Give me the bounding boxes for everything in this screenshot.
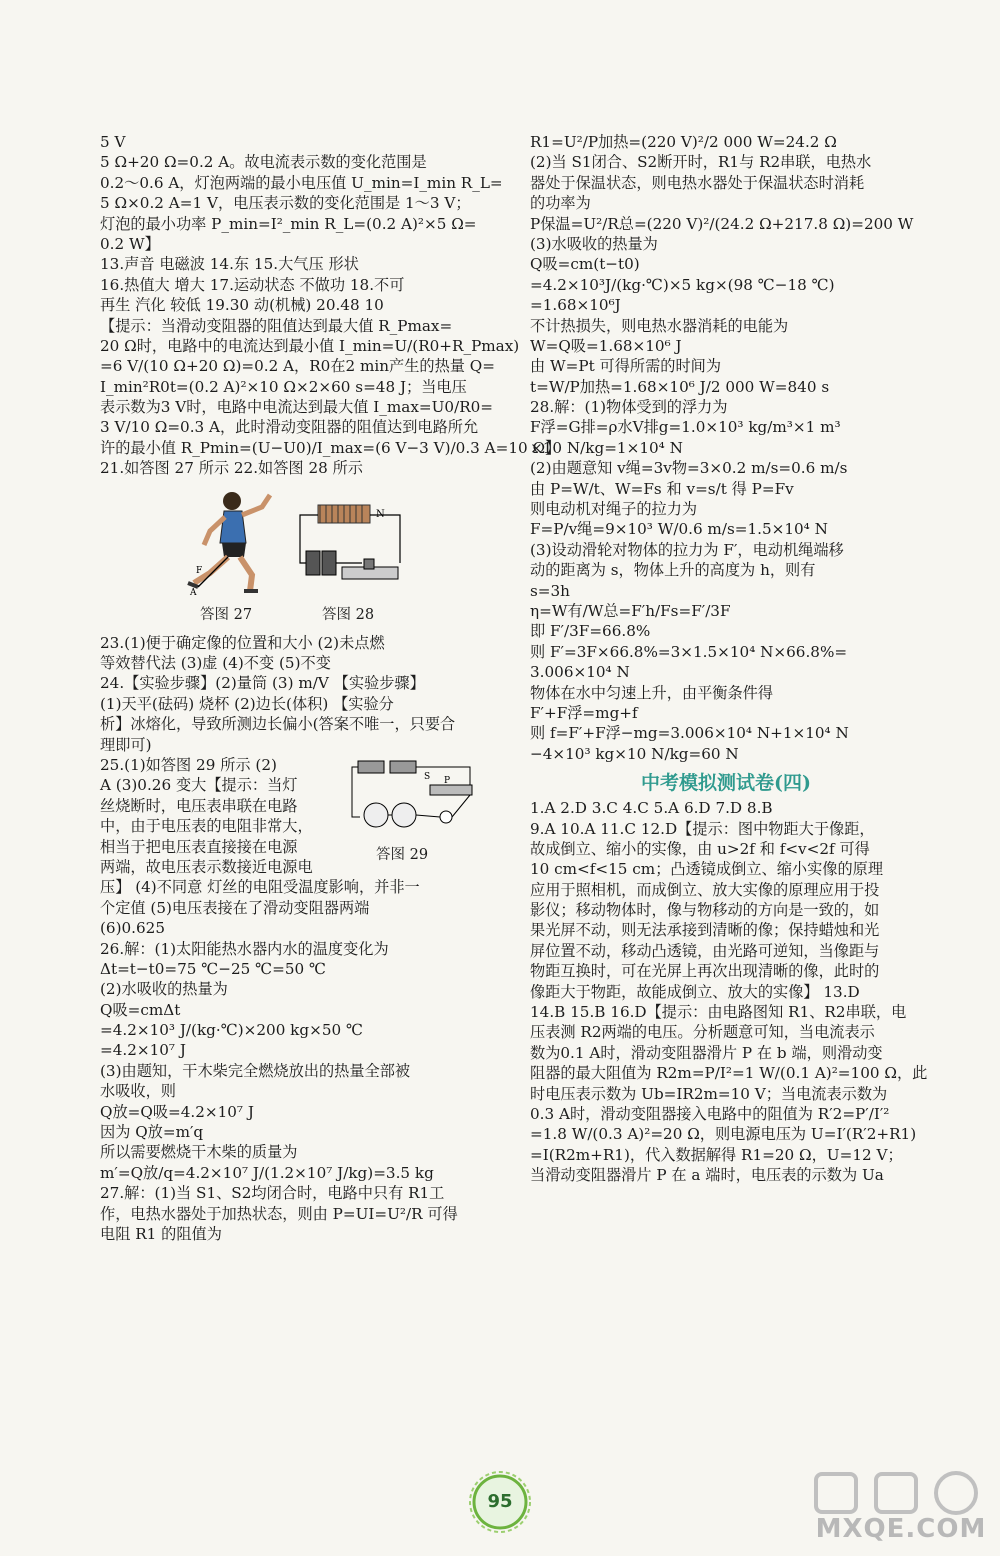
text-line: 数为0.1 A时，滑动变阻器滑片 P 在 b 端，则滑动变 bbox=[530, 1043, 883, 1062]
text-line: 5 Ω×0.2 A=1 V，电压表示数的变化范围是 1～3 V； bbox=[100, 194, 471, 213]
text-line: F′+F浮=mg+f bbox=[530, 703, 638, 722]
text-line: =1.68×10⁶J bbox=[530, 296, 621, 315]
text-line: 果光屏不动，则无法承接到清晰的像；保持蜡烛和光 bbox=[530, 921, 880, 940]
text-line: 再生 汽化 较低 19.30 动(机械) 20.48 10 bbox=[100, 296, 384, 315]
text-line: 【提示：当滑动变阻器的阻值达到最大值 R_Pmax= bbox=[100, 316, 453, 335]
text-line: I_min²R0t=(0.2 A)²×10 Ω×2×60 s=48 J；当电压 bbox=[100, 377, 467, 396]
text-line: t=W/P加热=1.68×10⁶ J/2 000 W=840 s bbox=[530, 377, 830, 396]
section-title: 中考模拟测试卷(四) bbox=[641, 772, 811, 795]
text-line: 物距互换时，可在光屏上再次出现清晰的像，此时的 bbox=[530, 962, 880, 981]
text-line: 20 Ω时，电路中的电流达到最小值 I_min=U/(R0+R_Pmax) bbox=[100, 336, 520, 355]
text-line: 当滑动变阻器滑片 P 在 a 端时，电压表的示数为 Ua bbox=[530, 1166, 884, 1185]
text-line: F=P/v绳=9×10³ W/0.6 m/s=1.5×10⁴ N bbox=[530, 520, 828, 539]
text-line: 物体在水中匀速上升，由平衡条件得 bbox=[530, 683, 773, 702]
q25-lines bbox=[100, 755, 346, 877]
text-line: R1=U²/P加热=(220 V)²/2 000 W=24.2 Ω bbox=[530, 133, 837, 151]
watermark-logo-icon bbox=[806, 1468, 996, 1518]
text-line: 由 P=W/t、W=Fs 和 v=s/t 得 P=Fv bbox=[530, 479, 794, 498]
text-line: =4.2×10³J/(kg·℃)×5 kg×(98 ℃−18 ℃) bbox=[530, 275, 835, 294]
left-lines-c bbox=[100, 877, 482, 1244]
watermark bbox=[806, 1468, 996, 1552]
text-line: Δt=t−t0=75 ℃−25 ℃=50 ℃ bbox=[100, 959, 326, 978]
text-line: 16.热值大 增大 17.运动状态 不做功 18.不可 bbox=[100, 275, 405, 294]
text-line: 两端，故电压表示数接近电源电 bbox=[100, 857, 313, 876]
text-line: 相当于把电压表直接接在电源 bbox=[100, 837, 298, 856]
text-line: 21.如答图 27 所示 22.如答图 28 所示 bbox=[100, 459, 363, 478]
text-line: =4.2×10⁷ J bbox=[100, 1041, 186, 1060]
text-line: =I(R2m+R1)，代入数据解得 R1=20 Ω，U=12 V； bbox=[530, 1145, 903, 1164]
figure-row-27-28 bbox=[100, 483, 482, 627]
text-line: 水吸收，则 bbox=[100, 1082, 176, 1101]
watermark-text: MXQE.COM bbox=[815, 1514, 987, 1544]
figure-29-circuit bbox=[350, 757, 480, 837]
text-line: P保温=U²/R总=(220 V)²/(24.2 Ω+217.8 Ω)=200 W bbox=[530, 214, 914, 233]
text-line: 0.3 A时，滑动变阻器接入电路中的阻值为 R′2=P′/I′² bbox=[530, 1104, 890, 1123]
text-line: 28.解：(1)物体受到的浮力为 bbox=[530, 398, 728, 417]
text-line: 不计热损失，则电热水器消耗的电能为 bbox=[530, 316, 789, 335]
question-25-block bbox=[100, 755, 482, 877]
text-line: 23.(1)便于确定像的位置和大小 (2)未点燃 bbox=[100, 633, 385, 652]
text-line: 等效替代法 (3)虚 (4)不变 (5)不变 bbox=[100, 654, 331, 673]
right-lines-b bbox=[530, 798, 928, 1185]
text-line: 9.A 10.A 11.C 12.D【提示：图中物距大于像距， bbox=[530, 819, 875, 838]
figure-27-runner bbox=[180, 487, 290, 597]
right-lines-a bbox=[530, 132, 922, 764]
text-line: Q放=Q吸=4.2×10⁷ J bbox=[100, 1102, 254, 1121]
text-line: 10 cm<f<15 cm；凸透镜成倒立、缩小实像的原理 bbox=[530, 860, 884, 879]
text-line: 电阻 R1 的阻值为 bbox=[100, 1224, 222, 1243]
text-line: 25.(1)如答图 29 所示 (2) bbox=[100, 755, 277, 774]
text-line: 动的距离为 s，物体上升的高度为 h，则有 bbox=[530, 561, 816, 580]
text-line: (6)0.625 bbox=[100, 919, 165, 938]
text-line: 即 F′/3F=66.8% bbox=[530, 622, 651, 641]
text-line: 作，电热水器处于加热状态，则由 P=UI=U²/R 可得 bbox=[100, 1204, 458, 1223]
text-line: 5 V bbox=[100, 133, 126, 151]
text-line: 阻器的最大阻值为 R2m=P/I²=1 W/(0.1 A)²=100 Ω，此 bbox=[530, 1064, 928, 1083]
left-lines-b bbox=[100, 633, 482, 755]
text-line: −4×10³ kg×10 N/kg=60 N bbox=[530, 744, 739, 763]
text-line: 时电压表示数为 Ub=IR2m=10 V；当电流表示数为 bbox=[530, 1084, 888, 1103]
text-line: 器处于保温状态，则电热水器处于保温状态时消耗 bbox=[530, 173, 865, 192]
text-line: 13.声音 电磁波 14.东 15.大气压 形状 bbox=[100, 255, 359, 274]
text-line: 压表测 R2两端的电压。分析题意可知，当电流表示 bbox=[530, 1023, 875, 1042]
text-line: 的功率为 bbox=[530, 194, 591, 213]
text-line: 析】冰熔化，导致所测边长偏小(答案不唯一，只要合 bbox=[100, 715, 456, 734]
text-line: 24.【实验步骤】(2)量筒 (3) m/V 【实验步骤】 bbox=[100, 674, 425, 693]
text-line: Q吸=cm(t−t0) bbox=[530, 255, 640, 274]
text-line: 灯泡的最小功率 P_min=I²_min R_L=(0.2 A)²×5 Ω= bbox=[100, 214, 477, 233]
text-line: 14.B 15.B 16.D【提示：由电路图知 R1、R2串联，电 bbox=[530, 1003, 907, 1022]
text-line: 应用于照相机，而成倒立、放大实像的原理应用于投 bbox=[530, 880, 880, 899]
text-line: 26.解：(1)太阳能热水器内水的温度变化为 bbox=[100, 939, 389, 958]
text-line: 屏位置不动，移动凸透镜，由光路可逆知，当像距与 bbox=[530, 941, 880, 960]
text-line: 理即可) bbox=[100, 735, 152, 754]
text-line: ×10 N/kg=1×10⁴ N bbox=[530, 438, 683, 457]
text-line: 许的最小值 R_Pmin=(U−U0)/I_max=(6 V−3 V)/0.3 A=10 Ω】 bbox=[100, 438, 561, 457]
text-line: 因为 Q放=m′q bbox=[100, 1123, 204, 1142]
text-line: 由 W=Pt 可得所需的时间为 bbox=[530, 357, 722, 376]
text-line: 表示数为3 V时，电路中电流达到最大值 I_max=U0/R0= bbox=[100, 398, 494, 417]
text-line: =4.2×10³ J/(kg·℃)×200 kg×50 ℃ bbox=[100, 1021, 363, 1040]
text-line: (1)天平(砝码) 烧杯 (2)边长(体积) 【实验分 bbox=[100, 694, 394, 713]
text-line: 所以需要燃烧干木柴的质量为 bbox=[100, 1143, 298, 1162]
text-line: F浮=G排=ρ水V排g=1.0×10³ kg/m³×1 m³ bbox=[530, 418, 841, 437]
text-line: 0.2～0.6 A，灯泡两端的最小电压值 U_min=I_min R_L= bbox=[100, 173, 503, 192]
text-line: Q吸=cmΔt bbox=[100, 1000, 181, 1019]
figure-29-caption: 答图 29 bbox=[376, 846, 429, 863]
svg-text:N: N bbox=[376, 508, 385, 520]
text-line: (3)设动滑轮对物体的拉力为 F′，电动机绳端移 bbox=[530, 540, 844, 559]
text-line: m′=Q放/q=4.2×10⁷ J/(1.2×10⁷ J/kg)=3.5 kg bbox=[100, 1163, 434, 1182]
text-line: 1.A 2.D 3.C 4.C 5.A 6.D 7.D 8.B bbox=[530, 799, 773, 818]
text-line: 3 V/10 Ω=0.3 A，此时滑动变阻器的阻值达到电路所允 bbox=[100, 418, 479, 437]
text-line: 像距大于物距，故能成倒立、放大的实像】 13.D bbox=[530, 982, 860, 1001]
text-line: 中，由于电压表的电阻非常大， bbox=[100, 817, 313, 836]
text-line: 3.006×10⁴ N bbox=[530, 663, 630, 682]
text-line: 个定值 (5)电压表接在了滑动变阻器两端 bbox=[100, 898, 370, 917]
text-line: (2)水吸收的热量为 bbox=[100, 980, 228, 999]
text-line: 则电动机对绳子的拉力为 bbox=[530, 500, 698, 519]
text-line: 5 Ω+20 Ω=0.2 A。故电流表示数的变化范围是 bbox=[100, 153, 427, 172]
text-line: =1.8 W/(0.3 A)²=20 Ω，则电源电压为 U=I′(R′2+R1) bbox=[530, 1125, 917, 1144]
text-line: 则 f=F′+F浮−mg=3.006×10⁴ N+1×10⁴ N bbox=[530, 724, 849, 743]
svg-text:S: S bbox=[424, 771, 431, 782]
text-line: (3)由题知，干木柴完全燃烧放出的热量全部被 bbox=[100, 1061, 411, 1080]
text-line: W=Q吸=1.68×10⁶ J bbox=[530, 336, 682, 355]
text-line: A (3)0.26 变大【提示：当灯 bbox=[100, 776, 298, 795]
text-line: =6 V/(10 Ω+20 Ω)=0.2 A，R0在2 min产生的热量 Q= bbox=[100, 357, 495, 376]
text-line: (3)水吸收的热量为 bbox=[530, 234, 658, 253]
text-line: 则 F′=3F×66.8%=3×1.5×10⁴ N×66.8%= bbox=[530, 642, 848, 661]
figure-28-caption: 答图 28 bbox=[322, 606, 375, 623]
text-line: 丝烧断时，电压表串联在电路 bbox=[100, 796, 298, 815]
svg-text:A: A bbox=[190, 587, 197, 598]
text-line: 影仪；移动物体时，像与物移动的方向是一致的，如 bbox=[530, 901, 880, 920]
text-line: 故成倒立、缩小的实像，由 u>2f 和 f<v<2f 可得 bbox=[530, 839, 870, 858]
page-number-badge bbox=[468, 1470, 532, 1534]
text-line: (2)当 S1闭合、S2断开时，R1与 R2串联，电热水 bbox=[530, 153, 872, 172]
figure-27-caption: 答图 27 bbox=[200, 606, 253, 623]
svg-text:P: P bbox=[444, 775, 451, 786]
text-line: η=W有/W总=F′h/Fs=F′/3F bbox=[530, 601, 731, 620]
text-line: s=3h bbox=[530, 581, 570, 600]
text-line: 0.2 W】 bbox=[100, 234, 160, 253]
text-line: 压】 (4)不同意 灯丝的电阻受温度影响，并非一 bbox=[100, 878, 420, 897]
page-number: 95 bbox=[487, 1491, 513, 1512]
text-line: 27.解：(1)当 S1、S2均闭合时，电路中只有 R1工 bbox=[100, 1184, 445, 1203]
right-column bbox=[530, 132, 928, 1186]
figure-28-circuit bbox=[292, 501, 410, 589]
text-line: (2)由题意知 v绳=3v物=3×0.2 m/s=0.6 m/s bbox=[530, 459, 848, 478]
svg-text:F: F bbox=[196, 565, 203, 576]
